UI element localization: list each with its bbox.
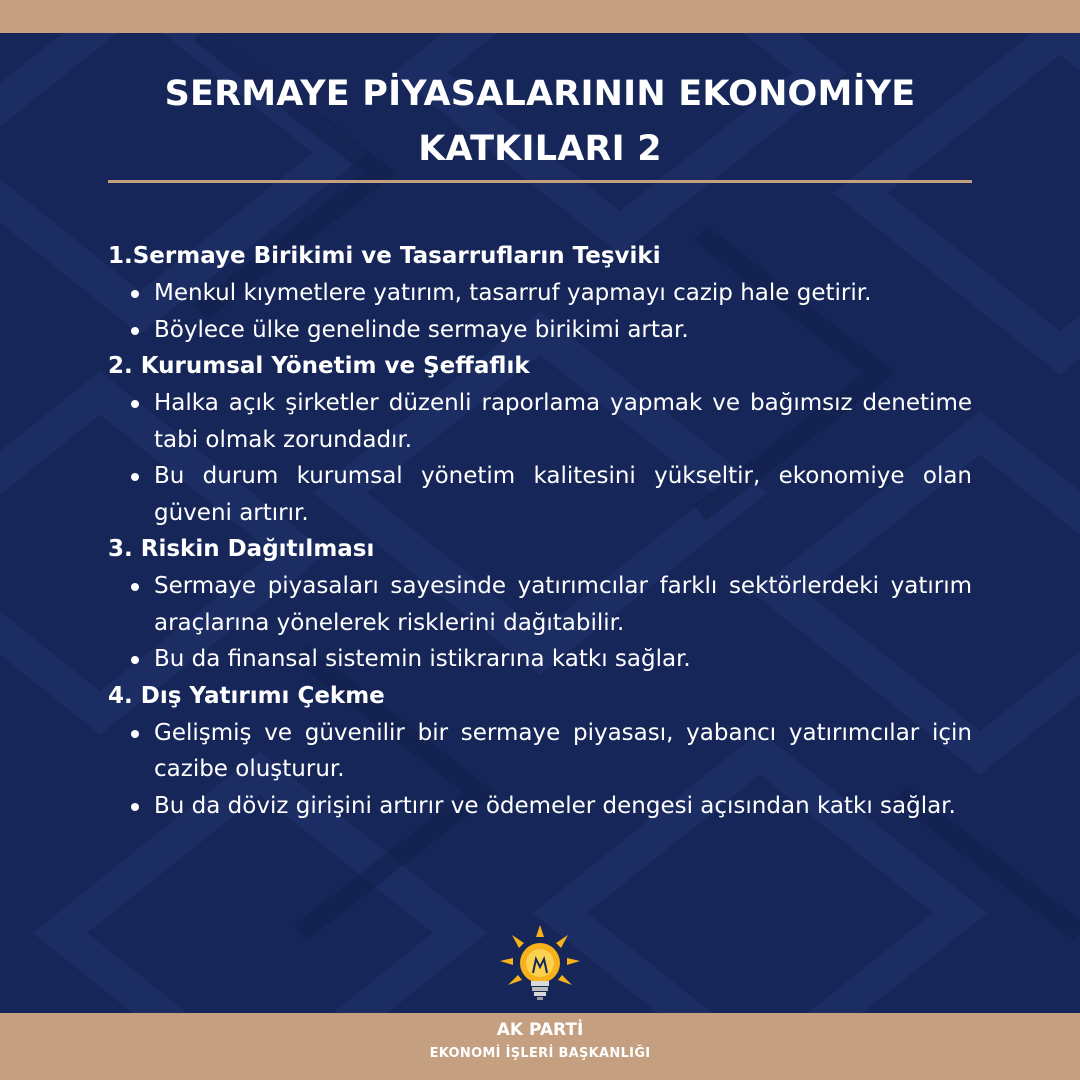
title-divider [108, 180, 972, 183]
title-line-1: SERMAYE PİYASALARININ EKONOMİYE [164, 74, 916, 114]
content-body [108, 238, 972, 824]
bullet-dot [131, 400, 139, 408]
bullet-item [108, 641, 972, 678]
bullet-text: Bu durum kurumsal yönetim kalitesini yükseltir, ekonomiye olan güveni artırır. [154, 463, 972, 526]
footer-department: EKONOMİ İŞLERİ BAŞKANLIĞI [429, 1046, 651, 1061]
bullet-item [108, 788, 972, 825]
section-heading: 4. Dış Yatırımı Çekme [108, 682, 385, 709]
bullet-list [108, 275, 972, 348]
bullet-text: Menkul kıymetlere yatırım, tasarruf yapmayı cazip hale getirir. [154, 280, 872, 306]
section-foreign-investment [108, 678, 972, 825]
bullet-dot [131, 290, 139, 298]
section-heading: 3. Riskin Dağıtılması [108, 536, 375, 562]
bullet-list [108, 715, 972, 825]
bullet-item [108, 458, 972, 531]
section-heading: 1.Sermaye Birikimi ve Tasarrufların Teşviki [108, 243, 661, 269]
content-panel [0, 33, 1080, 1013]
bullet-text: Gelişmiş ve güvenilir bir sermaye piyasası, yabancı yatırımcılar için cazibe oluşturur. [154, 719, 972, 782]
footer [0, 1013, 1080, 1080]
section-governance [108, 348, 972, 531]
bullet-item [108, 312, 972, 349]
section-savings [108, 238, 972, 348]
bullet-item [108, 715, 972, 788]
bullet-item [108, 385, 972, 458]
bullet-text: Böylece ülke genelinde sermaye birikimi artar. [154, 316, 689, 343]
bullet-item [108, 275, 972, 312]
bullet-dot [131, 730, 139, 738]
bullet-text: Halka açık şirketler düzenli raporlama yapmak ve bağımsız denetime tabi olmak zorundadır. [154, 390, 972, 453]
bullet-text: Sermaye piyasaları sayesinde yatırımcılar farklı sektörlerdeki yatırım araçlarına yönelerek risklerini dağıtabilir. [154, 573, 972, 636]
footer-org-name: AK PARTİ [496, 1020, 584, 1040]
bullet-dot [131, 327, 139, 335]
bullet-dot [131, 803, 139, 811]
page-title [108, 67, 972, 177]
bullet-item [108, 568, 972, 641]
bullet-text: Bu da finansal sistemin istikrarına katkı sağlar. [154, 646, 691, 672]
section-heading: 2. Kurumsal Yönetim ve Şeffaflık [108, 353, 530, 379]
lightbulb-icon [500, 923, 580, 1003]
bullet-text: Bu da döviz girişini artırır ve ödemeler dengesi açısından katkı sağlar. [154, 792, 956, 819]
bullet-dot [131, 656, 139, 664]
bullet-dot [131, 583, 139, 591]
title-line-2: KATKILARI 2 [418, 129, 662, 169]
section-risk [108, 531, 972, 678]
bullet-dot [131, 473, 139, 481]
bullet-list [108, 385, 972, 531]
bullet-list [108, 568, 972, 678]
